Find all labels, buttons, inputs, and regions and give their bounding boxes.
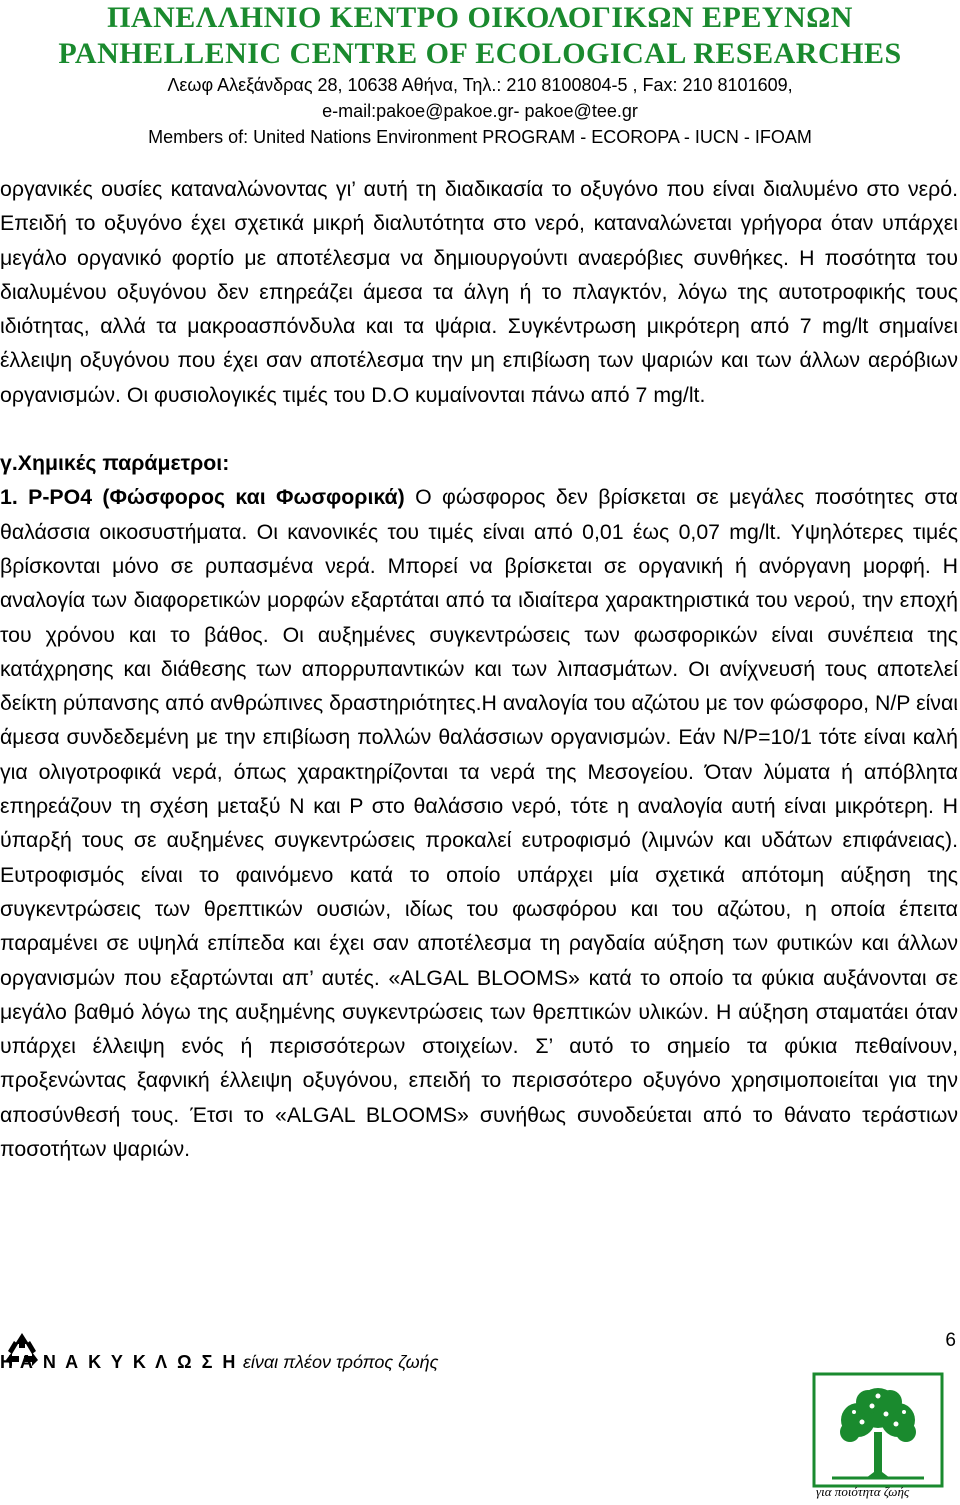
- item-heading: 1. P-PO4 (Φώσφορος και Φωσφορικά): [0, 485, 405, 510]
- address-line: Λεωφ Αλεξάνδρας 28, 10638 Αθήνα, Τηλ.: 210 8100804-5 , Fax: 210 8101609,: [167, 75, 793, 95]
- page-number: 6: [945, 1330, 956, 1351]
- paragraph-dissolved-oxygen: οργανικές ουσίες καταναλώνοντας γι’ αυτή τη διαδικασία το οξυγόνο που είναι διαλυμένο στο νερό. Επειδή το οξυγόνο έχει σχετικά μικρή διαλυτότητα στο νερό, καταναλώνεται γρήγορα όταν υπάρχει μεγάλο οργανικό φορτίο με αποτέλεσμα να δημιουργούντι αναερόβιες συνθήκες. Η ποσότητα του διαλυμένου οξυγόνου δεν επηρεάζει άμεσα τα άλγη ή το πλαγκτόν, λόγω της αυτοτροφικής τους ιδιότητας, αλλά τα μακροασπόνδυλα και τα ψάρια. Συγκέντρωση μικρότερη από 7 mg/lt σημαίνει έλλειψη οξυγόνου που έχει σαν αποτέλεσμα την μη επιβίωση των ψαριών και των άλλων αερόβιων οργανισμών. Οι φυσιολογικές τιμές του D.O κυμαίνονται πάνω από 7 mg/lt.: [0, 177, 958, 407]
- email-line: e-mail:pakoe@pakoe.gr- pakoe@tee.gr: [322, 101, 638, 121]
- paragraph-gap: [0, 412, 958, 446]
- org-name-greek: ΠΑΝΕΛΛΗΝΙΟ ΚΕΝΤΡΟ ΟΙΚΟΛΟΓΙΚΩΝ ΕΡΕΥΝΩΝ: [107, 1, 853, 34]
- tree-logo-icon: [812, 1372, 944, 1490]
- document-body: [0, 172, 958, 1166]
- slogan-rest: είναι πλέον τρόπος ζωής: [242, 1352, 439, 1372]
- paragraph-phosphorus-text: Ο φώσφορος δεν βρίσκεται σε μεγάλες ποσότητες στα θαλάσσια οικοσυστήματα. Οι κανονικές του τιμές είναι από 0,01 έως 0,07 mg/lt. Υψηλότερες τιμές βρίσκονται μόνο σε ρυπασμένα νερά. Μπορεί να βρίσκεται σε οργανική ή ανόργανη μορφή. Η αναλογία των διαφορετικών μορφών εξαρτάται από τα ιδιαίτερα χαρακτηριστικά του νερού, την εποχή του χρόνου και το βάθος. Οι αυξημένες συγκεντρώσεις των φωσφορικών είναι συνέπεια της κατάχρησης και διάθεσης των απορρυπαντικών και των λιπασμάτων. Οι ανίχνευσή τους αποτελεί δείκτη ρύπανσης από ανθρώπινες δραστηριότητες.Η αναλογία του αζώτου με τον φώσφορο, N/P είναι άμεσα συνδεδεμένη με την επιβίωση πολλών θαλάσσιων οργανισμών. Εάν N/P=10/1 τότε είναι καλή για ολιγοτροφικά νερά, όπως χαρακτηρίζονται τα νερά της Μεσογείου. Όταν λύματα ή απόβλητα επηρεάζουν τη σχέση μεταξύ N και P στο θαλάσσιο νερό, τότε η αναλογία αυτή είναι μικρότερη. Η ύπαρξή τους σε αυξημένες συγκεντρώσεις προκαλεί ευτροφισμό (λιμνών και υδάτων επιφάνειας). Ευτροφισμός είναι το φαινόμενο κατά το οποίο υπάρχει μία σχετικά απότομη αύξηση της συγκεντρώσεις των θρεπτικών ουσιών, ιδίως του φωσφόρου και του αζώτου, η οποία έπειτα παραμένει σε υψηλά επίπεδα και έχει σαν αποτέλεσμα τη ραγδαία αύξηση των φυτικών και άλλων οργανισμών που εξαρτώνται απ’ αυτές. «ALGAL BLOOMS» κατά το οποίο τα φύκια αυξάνονται σε μεγάλο βαθμό λόγω της αυξημένης συγκεντρώσεις των θρεπτικών υλικών. Η αύξηση σταματάει όταν υπάρχει έλλειψη ενός ή περισσότερων στοιχείων. Σ’ αυτό το σημείο τα φύκια πεθαίνουν, προξενώντας ξαφνική έλλειψη οξυγόνου, επειδή το περισσότερο οξυγόνο χρησιμοποιείται για την αποσύνθεσή τους. Έτσι το «ALGAL BLOOMS» συνήθως συνοδεύεται από το θάνατο τεράστιων ποσοτήτων ψαριών.: [0, 485, 958, 1162]
- paragraph-phosphorus: [0, 480, 958, 1166]
- section-title: γ.Χημικές παράμετροι:: [0, 451, 230, 476]
- org-name-english: PANHELLENIC CENTRE OF ECOLOGICAL RESEARCHES: [58, 37, 902, 70]
- slogan-recycling-word: Α Ν Α Κ Υ Κ Λ Ω Σ Η: [13, 1352, 238, 1372]
- slogan-lead: Η: [0, 1352, 13, 1372]
- letterhead: [0, 0, 960, 150]
- logo-caption: για ποιότητα ζωής: [816, 1484, 910, 1499]
- recycling-slogan: [0, 1352, 438, 1373]
- members-line: Members of: United Nations Environment PROGRAM - ECOROPA - IUCN - IFOAM: [148, 127, 812, 147]
